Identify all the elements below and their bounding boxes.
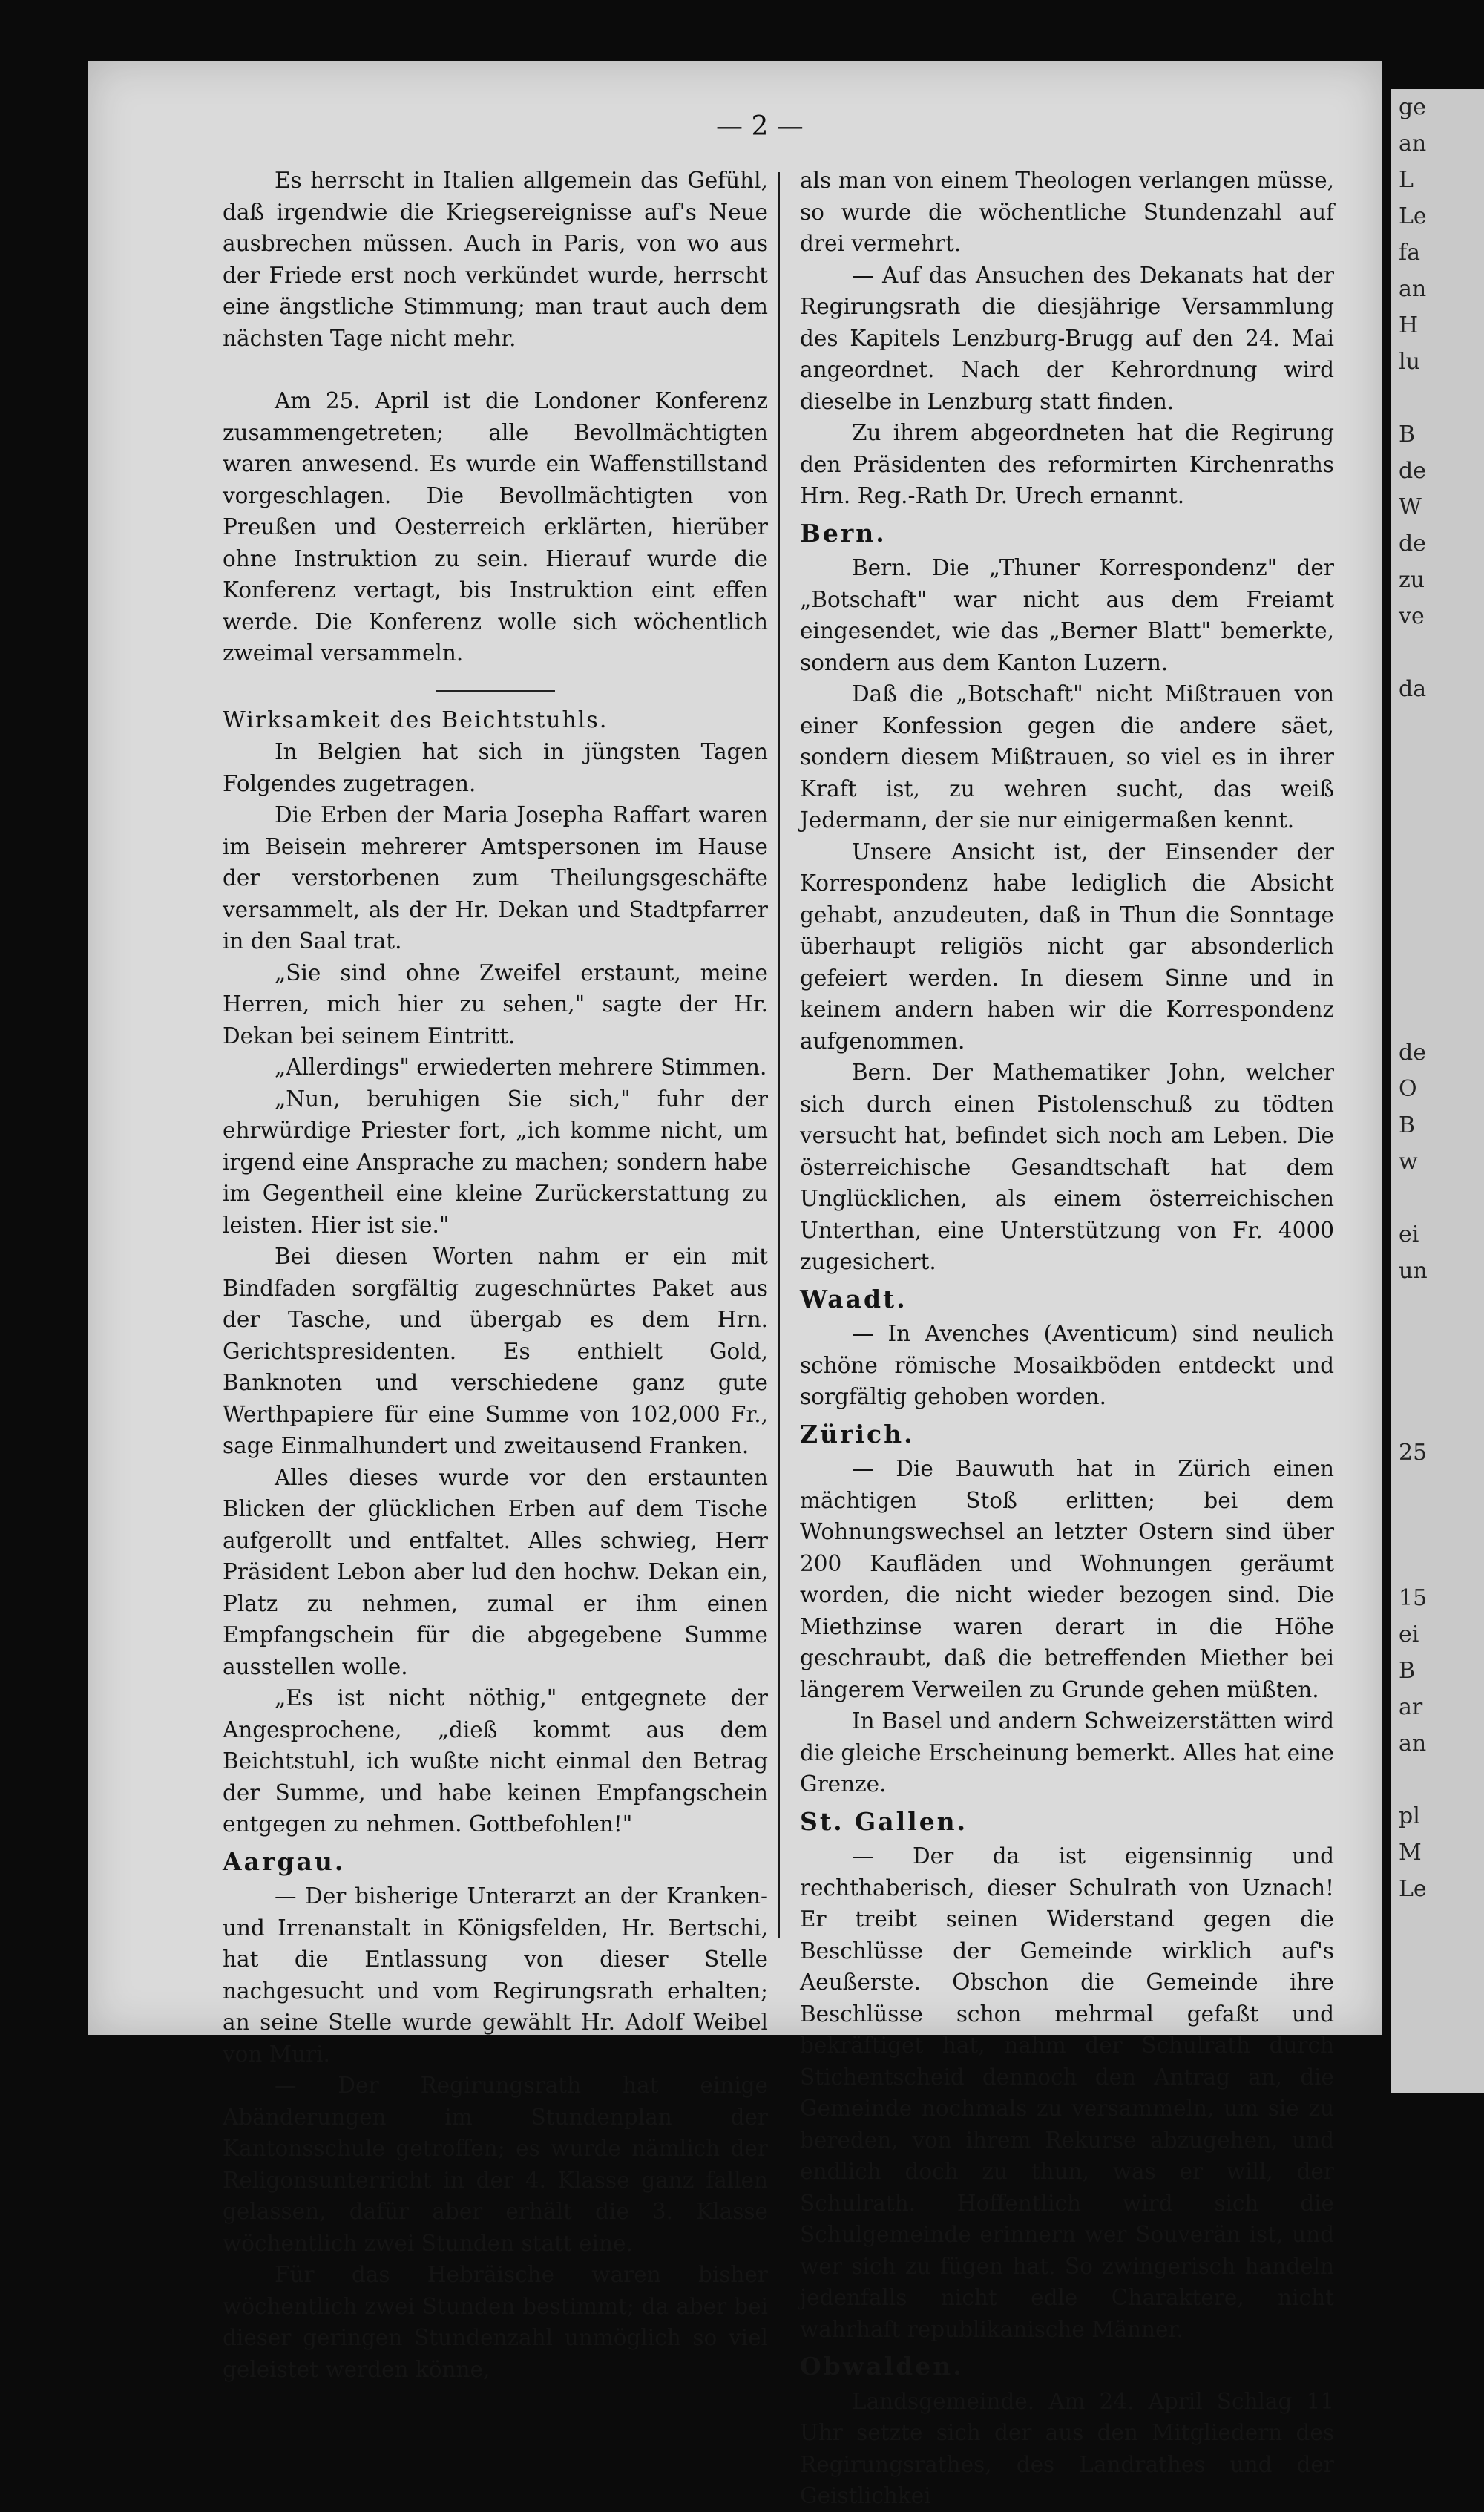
adjacent-page-fragment: M <box>1399 1840 1422 1866</box>
adjacent-page-fragment: W <box>1399 494 1422 520</box>
paragraph: — Der da ist eigensinnig und rechthaberisch, dieser Schulrath von Uznach! Er treibt seinen Widerstand gegen die Beschlüsse der Gemeinde wirklich auf's Aeußerste. Obschon die Gemeinde ihre Beschlüsse schon mehrmal gefaßt und bekräftiget hat, nahm der Schulrath durch Stichentscheid dennoch den Antrag an, die Gemeinde nochmals zu versammeln, um sie zu bereden, von ihrem Rekurse abzugehen, und endlich doch zu thun, was er will, der Schulrath. Hoffentlich wird sich die Schulgemeinde erinnern wer Souverän ist, und wer sich zu fügen hat. So zwingerisch handeln jedenfalls nicht edle Charaktere, nicht wahrhaft republikanische Männer. <box>800 1843 1334 2342</box>
adjacent-page-fragment: L <box>1399 167 1414 193</box>
adjacent-page-fragment <box>1391 962 1484 998</box>
page-number: — 2 — <box>716 111 804 142</box>
adjacent-page-fragment: ei <box>1399 1221 1419 1247</box>
adjacent-page-fragment <box>1391 1544 1484 1580</box>
paragraph: — In Avenches (Aventicum) sind neulich schöne römische Mosaikböden entdeckt und sorgfältig gehoben worden. <box>800 1321 1334 1409</box>
adjacent-page-fragment: an <box>1399 131 1427 157</box>
paragraph: Die Erben der Maria Josepha Raffart waren im Beisein mehrerer Amtspersonen im Hause der verstorbenen zum Theilungsgeschäfte versammelt, als der Hr. Dekan und Stadtpfarrer in den Saal trat. <box>223 802 768 954</box>
paragraph: Daß die „Botschaft" nicht Mißtrauen von einer Konfession gegen die andere säet, sondern diesem Mißtrauen, so viel es in ihrer Kraft ist, zu wehren sucht, das weiß Jedermann, der sie nur einigermaßen kennt. <box>800 681 1334 833</box>
paragraph: — Der Regirungsrath hat einige Abänderungen im Stundenplan der Kantonsschule getroffen; es wurde nämlich der Religonsunterricht in der 4. Klasse ganz fallen gelassen, dafür aber erhält die 3. Klasse wöchentlich zwei Stunden statt eine. <box>223 2073 768 2256</box>
paragraph: Bern. Die „Thuner Korrespondenz" der „Botschaft" war nicht aus dem Freiamt eingesendet, wie das „Berner Blatt" bemerkte, sondern aus dem Kanton Luzern. <box>800 555 1334 675</box>
adjacent-page-fragment: ve <box>1399 603 1425 629</box>
paragraph: — Der bisherige Unterarzt an der Kranken- und Irrenanstalt in Königsfelden, Hr. Bertschi, hat die Entlassung von dieser Stelle nachgesucht und vom Regirungsrath erhalten; an seine Stelle wurde gewählt Hr. Adolf Weibel von Muri. <box>223 1883 768 2067</box>
article-londoner-konferenz: Am 25. April ist die Londoner Konferenz zusammengetreten; alle Bevollmächtigten waren anwesend. Es wurde ein Waffenstillstand vorgeschlagen. Die Bevollmächtigten von Preußen und Oesterreich erklärten, hierüber ohne Instruktion zu sein. Hierauf wurde die Konferenz vertagt, bis Instruktion eint effen werde. Die Konferenz wolle sich wöchentlich zweimal versammeln. <box>223 388 768 666</box>
adjacent-page-fragment: B <box>1399 422 1416 447</box>
adjacent-page-fragment <box>1391 853 1484 889</box>
adjacent-page-fragment: de <box>1399 531 1426 557</box>
adjacent-page-fragment <box>1391 816 1484 853</box>
paragraph: — Die Bauwuth hat in Zürich einen mächtigen Stoß erlitten; bei dem Wohnungswechsel an letzter Ostern sind über 200 Kaufläden und Wohnungen geräumt worden, die nicht wieder bezogen sind. Die Miethzinse waren derart in die Höhe geschraubt, daß die betreffenden Miether bei längerem Verweilen zu Grunde gehen müßten. <box>800 1456 1334 1702</box>
adjacent-page-fragment: fa <box>1399 240 1420 266</box>
adjacent-page-fragment <box>1391 1289 1484 1325</box>
adjacent-page-fragment: un <box>1399 1258 1428 1284</box>
adjacent-page-edge <box>1391 89 1484 2093</box>
adjacent-page-fragment: de <box>1399 458 1426 484</box>
left-column <box>223 165 768 2385</box>
heading-st-gallen: St. Gallen. <box>800 1806 968 1836</box>
separator-rule <box>436 690 555 692</box>
section-subheading: Wirksamkeit des Beichtstuhls. <box>223 706 608 733</box>
heading-bern: Bern. <box>800 518 887 548</box>
adjacent-page-fragment: 25 <box>1399 1440 1428 1466</box>
column-divider <box>778 172 780 1938</box>
heading-waadt: Waadt. <box>800 1284 907 1314</box>
adjacent-page-fragment <box>1391 380 1484 416</box>
adjacent-page-fragment <box>1391 1507 1484 1544</box>
adjacent-page-fragment <box>1391 1325 1484 1362</box>
adjacent-page-fragment: ei <box>1399 1621 1419 1647</box>
adjacent-page-fragment <box>1391 707 1484 744</box>
adjacent-page-fragment <box>1391 780 1484 816</box>
paragraph: Für das Hebräische waren bisher wöchentlich zwei Stunden bestimmt; da aber bei dieser geringen Stundenzahl unmöglich so viel geleistet werden könne, <box>223 2262 768 2382</box>
paragraph: In Belgien hat sich in jüngsten Tagen Folgendes zugetragen. <box>223 739 768 796</box>
adjacent-page-fragment: ar <box>1399 1694 1423 1720</box>
paragraph: Alles dieses wurde vor den erstaunten Blicken der glücklichen Erben auf dem Tische aufgerollt und entfaltet. Alles schwieg, Herr Präsident Lebon aber lud den hochw. Dekan ein, Platz zu nehmen, zumal er ihm einen Empfangschein für die abgegebene Summe ausstellen wolle. <box>223 1464 768 1679</box>
article-italien: Es herrscht in Italien allgemein das Gefühl, daß irgendwie die Kriegsereignisse auf's Neue ausbrechen müssen. Auch in Paris, von wo aus der Friede erst noch verkündet wurde, herrscht eine ängstliche Stimmung; man traut auch dem nächsten Tage nicht mehr. <box>223 168 768 351</box>
paragraph: „Sie sind ohne Zweifel erstaunt, meine Herren, mich hier zu sehen," sagte der Hr. Dekan bei seinem Eintritt. <box>223 960 768 1049</box>
adjacent-page-fragment: lu <box>1399 349 1420 375</box>
paragraph: „Allerdings" erwiederten mehrere Stimmen. <box>275 1055 767 1080</box>
adjacent-page-fragment <box>1391 634 1484 671</box>
adjacent-page-fragment: H <box>1399 312 1419 338</box>
adjacent-page-fragment <box>1391 1762 1484 1798</box>
adjacent-page-fragment: w <box>1399 1149 1418 1175</box>
adjacent-page-fragment: B <box>1399 1112 1416 1138</box>
adjacent-page-fragment <box>1391 744 1484 780</box>
adjacent-page-fragment: ge <box>1399 94 1426 120</box>
adjacent-page-fragment: an <box>1399 276 1427 302</box>
adjacent-page-fragment: zu <box>1399 567 1425 593</box>
adjacent-page-fragment: B <box>1399 1658 1416 1684</box>
heading-obwalden: Obwalden. <box>800 2352 964 2381</box>
paragraph: Unsere Ansicht ist, der Einsender der Korrespondenz habe lediglich die Absicht gehabt, anzudeuten, daß in Thun die Sonntage überhaupt religiös nicht gar absonderlich gefeiert werden. In diesem Sinne und in keinem andern haben wir die Korrespondenz aufgenommen. <box>800 839 1334 1054</box>
paragraph: „Nun, beruhigen Sie sich," fuhr der ehrwürdige Priester fort, „ich komme nicht, um irgend eine Ansprache zu machen; sondern habe im Gegentheil eine kleine Zurückerstattung zu leisten. Hier ist sie." <box>223 1086 768 1238</box>
adjacent-page-fragment: de <box>1399 1040 1426 1066</box>
adjacent-page-fragment: 15 <box>1399 1585 1428 1611</box>
adjacent-page-fragment <box>1391 1362 1484 1398</box>
adjacent-page-fragment: O <box>1399 1076 1417 1102</box>
adjacent-page-fragment <box>1391 1180 1484 1216</box>
adjacent-page-fragment: Le <box>1399 1876 1427 1902</box>
paragraph: „Es ist nicht nöthig," entgegnete der Angesprochene, „dieß kommt aus dem Beichtstuhl, ich wußte nicht einmal den Betrag der Summe, und habe keinen Empfangschein entgegen zu nehmen. Gottbefohlen!" <box>223 1685 768 1837</box>
paragraph: — Auf das Ansuchen des Dekanats hat der Regirungsrath die diesjährige Versammlung des Kapitels Lenzburg-Brugg auf den 24. Mai angeordnet. Nach der Kehrordnung wird dieselbe in Lenzburg statt finden. <box>800 262 1334 414</box>
paragraph: Bei diesen Worten nahm er ein mit Bindfaden sorgfältig zugeschnürtes Paket aus der Tasche, und übergab es dem Hrn. Gerichtspresidenten. Es enthielt Gold, Banknoten und verschiedene ganz gute Werthpapiere für eine Summe von 102,000 Fr., sage Einmalhundert und zweitausend Franken. <box>223 1244 768 1458</box>
adjacent-page-fragment <box>1391 889 1484 925</box>
adjacent-page-fragment <box>1391 1471 1484 1507</box>
right-column <box>800 165 1334 2512</box>
adjacent-page-fragment: an <box>1399 1731 1427 1757</box>
adjacent-page-fragment <box>1391 998 1484 1034</box>
adjacent-page-fragment <box>1391 925 1484 962</box>
adjacent-page-fragment: Le <box>1399 203 1427 229</box>
adjacent-page-fragment: da <box>1399 676 1427 702</box>
paragraph: In Basel und andern Schweizerstätten wird die gleiche Erscheinung bemerkt. Alles hat eine Grenze. <box>800 1708 1334 1797</box>
heading-zuerich: Zürich. <box>800 1419 915 1449</box>
paragraph: Bern. Der Mathematiker John, welcher sich durch einen Pistolenschuß zu tödten versucht hat, befindet sich noch am Leben. Die österreichische Gesandtschaft hat dem Unglücklichen, als einem österreichischen Unterthan, eine Unterstützung von Fr. 4000 zugesichert. <box>800 1060 1334 1274</box>
paragraph: Landsgemeinde. Am 24. April Schlag 11 Uhr setzte sich der aus den Mitgliedern des Regirungsrathes, des Landrathes und der Geistlichkei <box>800 2388 1334 2508</box>
paragraph: Zu ihrem abgeordneten hat die Regirung den Präsidenten des reformirten Kirchenraths Hrn. Reg.-Rath Dr. Urech ernannt. <box>800 420 1334 508</box>
paragraph: als man von einem Theologen verlangen müsse, so wurde die wöchentliche Stundenzahl auf drei vermehrt. <box>800 168 1334 256</box>
adjacent-page-fragment: pl <box>1399 1803 1420 1829</box>
adjacent-page-fragment <box>1391 1398 1484 1434</box>
heading-aargau: Aargau. <box>223 1846 346 1876</box>
